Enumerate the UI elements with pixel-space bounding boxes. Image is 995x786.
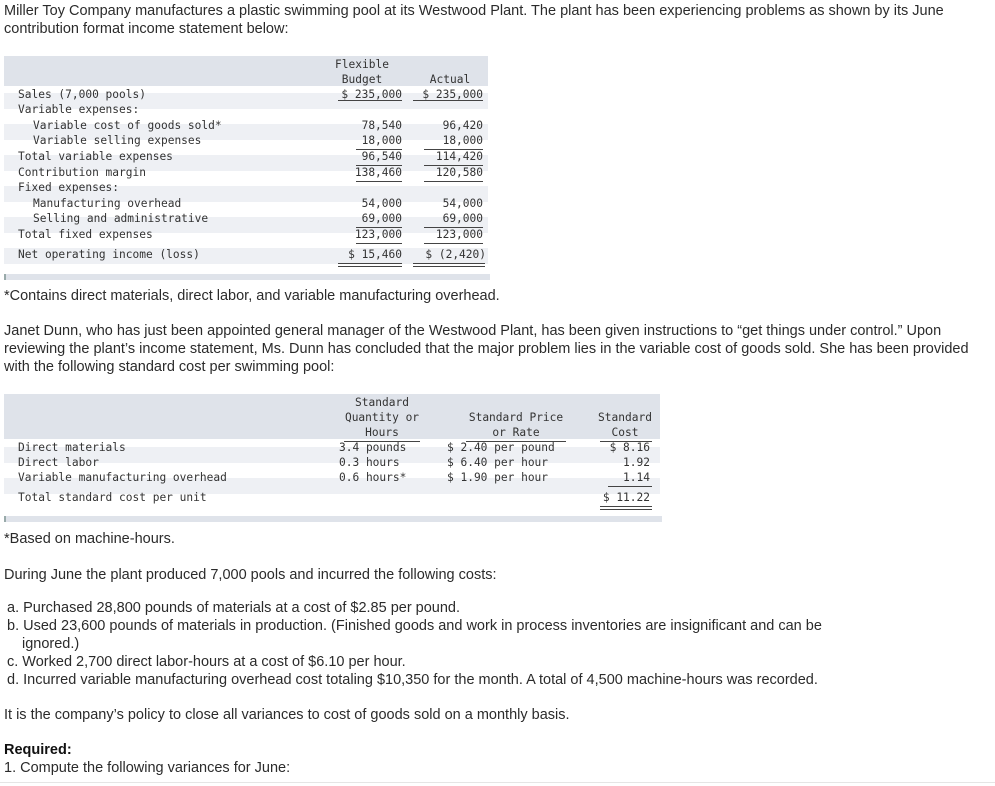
row-label: Direct materials	[18, 441, 126, 454]
required-heading: Required:	[4, 742, 72, 758]
list-item-c: c. Worked 2,700 direct labor-hours at a cost of $6.10 per hour.	[7, 654, 406, 670]
row-label: Net operating income (loss)	[18, 248, 200, 261]
header-flexible: Flexible	[335, 58, 389, 71]
row-label: Direct labor	[18, 456, 99, 469]
row-label: Total variable expenses	[18, 150, 173, 163]
income-statement-table: Flexible Budget Actual Sales (7,000 pools) $ 235,000 $ 235,000 Variable expenses: Variable cost of goods sold* 78,540 96,420 Variable selling expenses 18,000 18,000 Total variable expenses 96,540 114,420 Contribution margin 138,460 120,580 Fixed expenses: Manufacturing overhead 54,000 54,000 Selling and administrative 69,000 69,000 Total fixed expenses 123,000 123,000 Net operating income (loss) $ 15,460 $ (2,420)	[4, 56, 488, 268]
list-item-b: b. Used 23,600 pounds of materials in production. (Finished goods and work in process inventories are insignificant and can be	[7, 618, 822, 634]
footnote-2: *Based on machine-hours.	[4, 531, 175, 547]
policy-text: It is the company’s policy to close all variances to cost of goods sold on a monthly basis.	[4, 707, 570, 723]
row-label: Sales (7,000 pools)	[18, 88, 146, 101]
row-label: Total standard cost per unit	[18, 491, 207, 504]
list-item-b-cont: ignored.)	[22, 636, 80, 652]
row-label: Selling and administrative	[33, 212, 209, 225]
row-label: Variable cost of goods sold*	[33, 119, 222, 132]
row-label: Contribution margin	[18, 166, 146, 179]
standard-cost-table: Standard Quantity or Hours Standard Price or Rate Standard Cost Direct materials 3.4 pounds $ 2.40 per pound $ 8.16 Direct labor 0.3 hours $ 6.40 per hour 1.92 Variable manufacturing overhead 0.6 hours* $ 1.90 per hour 1.14 Total standard cost per unit $ 11.22	[4, 394, 660, 524]
header-actual: Actual	[429, 73, 471, 86]
footnote-1: *Contains direct materials, direct labor, and variable manufacturing overhead.	[4, 288, 500, 304]
row-label: Manufacturing overhead	[33, 197, 182, 210]
row-label: Variable selling expenses	[33, 134, 202, 147]
row-label: Total fixed expenses	[18, 228, 153, 241]
header-budget: Budget	[341, 73, 383, 86]
list-item-d: d. Incurred variable manufacturing overhead cost totaling $10,350 for the month. A total of 4,500 machine-hours was recorded.	[7, 672, 818, 688]
row-label: Variable manufacturing overhead	[18, 471, 227, 484]
paragraph-3: During June the plant produced 7,000 pools and incurred the following costs:	[4, 567, 497, 583]
intro-text: Miller Toy Company manufactures a plastic swimming pool at its Westwood Plant. The plant has been experiencing problems as shown by its June contribution format income statement below:	[4, 3, 944, 37]
list-item-a: a. Purchased 28,800 pounds of materials at a cost of $2.85 per pound.	[7, 600, 461, 616]
row-label: Fixed expenses:	[18, 181, 120, 194]
required-item-1: 1. Compute the following variances for June:	[4, 760, 291, 776]
paragraph-2: Janet Dunn, who has just been appointed general manager of the Westwood Plant, has been given instructions to “get things under control.” Upon reviewing the plant’s income statement, Ms. Dunn has concluded that the major problem lies in the variable cost of goods sold. She has been provided with the following standard cost per swimming pool:	[4, 323, 969, 375]
row-label: Variable expenses:	[18, 103, 140, 116]
